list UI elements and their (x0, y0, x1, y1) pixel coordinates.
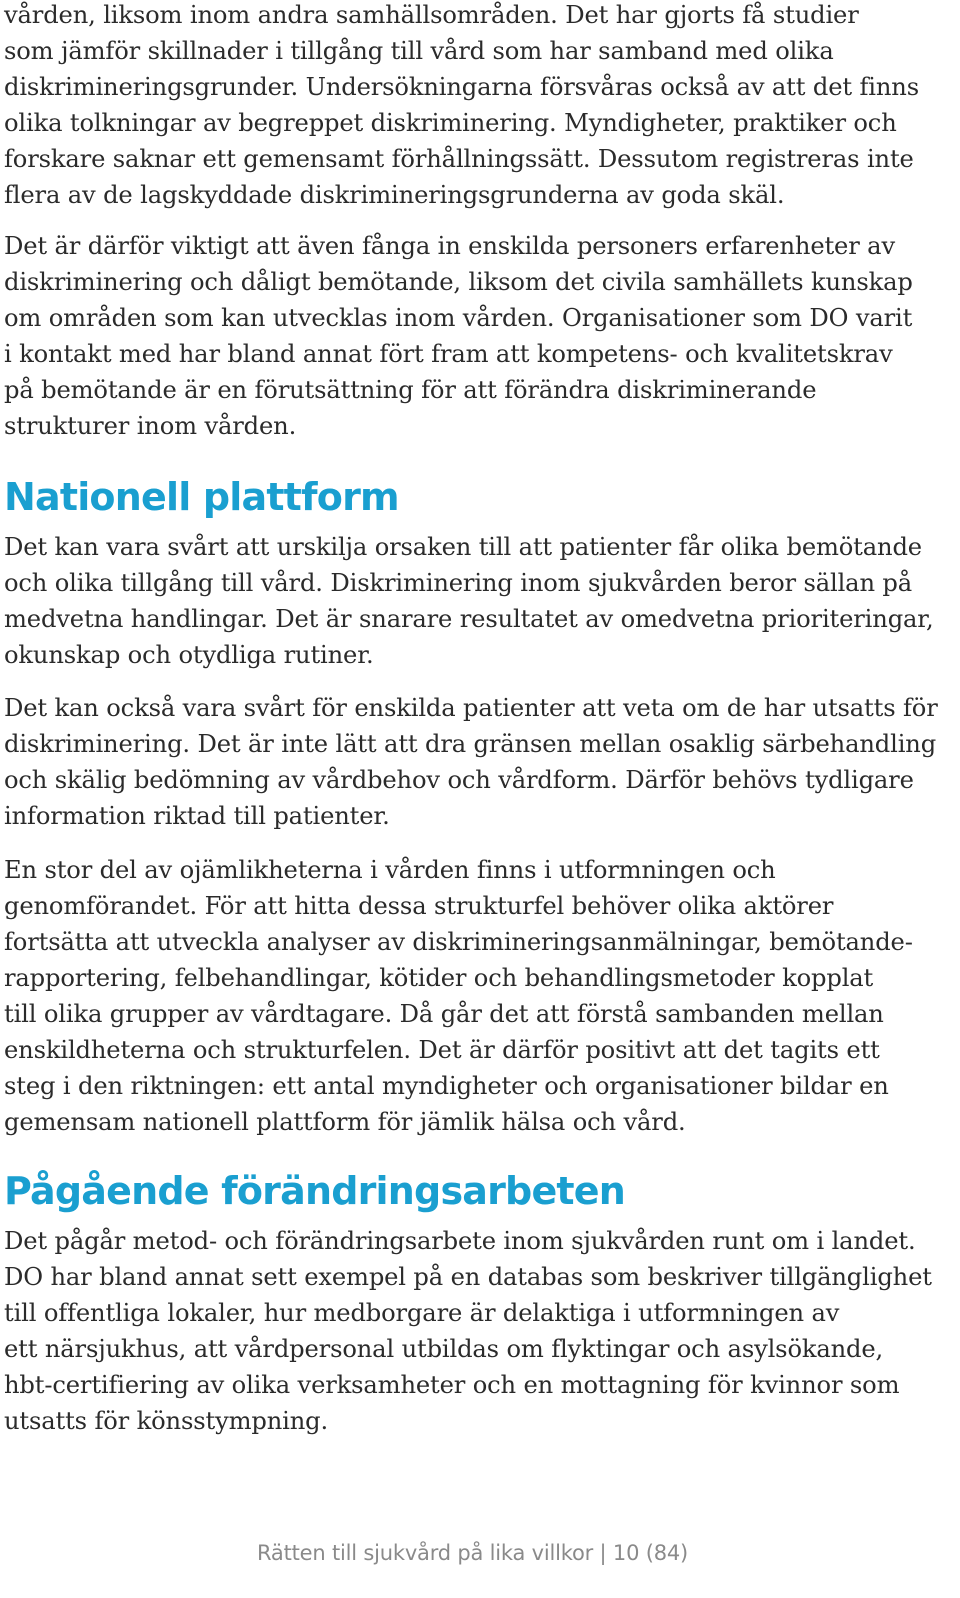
text-line: olika tolkningar av begreppet diskriminering. Myndigheter, praktiker och (4, 109, 897, 137)
text-line: steg i den riktningen: ett antal myndigheter och organisationer bildar en (4, 1072, 889, 1100)
text-line: En stor del av ojämlikheterna i vården finns i utformningen och (4, 856, 776, 884)
section-heading: Nationell plattform (4, 475, 399, 519)
text-line: okunskap och otydliga rutiner. (4, 641, 374, 669)
paragraph (4, 690, 938, 834)
text-line: flera av de lagskyddade diskrimineringsgrunderna av goda skäl. (4, 181, 785, 209)
text-line: till olika grupper av vårdtagare. Då går det att förstå sambanden mellan (4, 1000, 884, 1028)
text-line: Det kan vara svårt att urskilja orsaken till att patienter får olika bemötande (4, 533, 922, 561)
text-line: strukturer inom vården. (4, 412, 297, 440)
page-footer: Rätten till sjukvård på lika villkor | 10 (84) (256, 1541, 689, 1565)
text-line: medvetna handlingar. Det är snarare resultatet av omedvetna prioriteringar, (4, 605, 934, 633)
text-line: ett närsjukhus, att vårdpersonal utbildas om flyktingar och asylsökande, (4, 1335, 884, 1363)
text-line: DO har bland annat sett exempel på en databas som beskriver tillgänglighet (4, 1263, 932, 1291)
paragraph (4, 0, 919, 213)
paragraph (4, 852, 913, 1140)
paragraph (4, 1223, 932, 1439)
text-line: Det är därför viktigt att även fånga in enskilda personers erfarenheter av (4, 232, 895, 260)
section-heading: Pågående förändringsarbeten (4, 1169, 626, 1213)
text-line: forskare saknar ett gemensamt förhållningssätt. Dessutom registreras inte (4, 145, 914, 173)
text-line: genomförandet. För att hitta dessa strukturfel behöver olika aktörer (4, 892, 834, 920)
text-line: och skälig bedömning av vårdbehov och vårdform. Därför behövs tydligare (4, 766, 914, 794)
text-line: diskriminering och dåligt bemötande, liksom det civila samhällets kunskap (4, 268, 913, 296)
text-line: i kontakt med har bland annat fört fram att kompetens- och kvalitetskrav (4, 340, 893, 368)
text-line: Det pågår metod- och förändringsarbete inom sjukvården runt om i landet. (4, 1227, 916, 1255)
text-line: diskriminering. Det är inte lätt att dra gränsen mellan osaklig särbehandling (4, 730, 937, 758)
text-line: Det kan också vara svårt för enskilda patienter att veta om de har utsatts för (4, 694, 938, 722)
text-line: diskrimineringsgrunder. Undersökningarna försvåras också av att det finns (4, 73, 919, 101)
text-line: vården, liksom inom andra samhällsområden. Det har gjorts få studier (4, 1, 859, 29)
text-line: på bemötande är en förutsättning för att förändra diskriminerande (4, 376, 817, 404)
text-line: enskildheterna och strukturfelen. Det är därför positivt att det tagits ett (4, 1036, 880, 1064)
text-line: gemensam nationell plattform för jämlik hälsa och vård. (4, 1108, 686, 1136)
paragraph (4, 228, 913, 444)
text-line: rapportering, felbehandlingar, kötider och behandlingsmetoder kopplat (4, 964, 874, 992)
text-line: om områden som kan utvecklas inom vården. Organisationer som DO varit (4, 304, 913, 332)
text-line: utsatts för könsstympning. (4, 1407, 329, 1435)
text-line: hbt-certifiering av olika verksamheter och en mottagning för kvinnor som (4, 1371, 900, 1399)
text-line: och olika tillgång till vård. Diskriminering inom sjukvården beror sällan på (4, 569, 913, 597)
text-line: fortsätta att utveckla analyser av diskrimineringsanmälningar, bemötande- (4, 928, 913, 956)
text-line: som jämför skillnader i tillgång till vård som har samband med olika (4, 37, 834, 65)
paragraph (4, 529, 934, 673)
text-line: information riktad till patienter. (4, 802, 390, 830)
text-line: till offentliga lokaler, hur medborgare är delaktiga i utformningen av (4, 1299, 840, 1327)
